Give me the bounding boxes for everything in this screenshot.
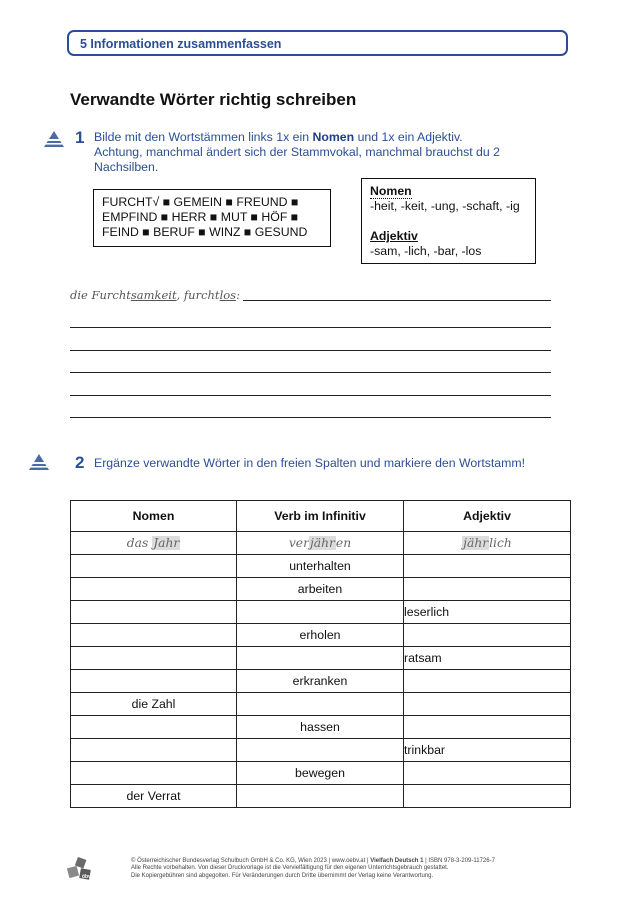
adjective-label: Adjektiv: [370, 229, 418, 243]
table-row: [71, 601, 571, 624]
task-1-instruction: Bilde mit den Wortstämmen links 1x ein Nomen und 1x ein Adjektiv. Achtung, manchmal ändert sich der Stammvokal, manchmal brauchst du 2 Nachsilben.: [94, 130, 500, 174]
word-stem-line: EMPFIND ■ HERR ■ MUT ■ HÖF ■: [102, 210, 299, 224]
table-row: [71, 578, 571, 601]
table-row: [71, 762, 571, 785]
empty-cell-noun[interactable]: [71, 670, 237, 693]
task-1-number: 1: [75, 128, 85, 147]
task-2-number: 2: [75, 453, 85, 472]
noun-suffixes: -heit, -keit, -ung, -schaft, -ig: [370, 199, 520, 213]
column-header-noun: Nomen: [71, 501, 237, 532]
svg-text:öbv: öbv: [82, 874, 91, 880]
writing-line[interactable]: [70, 417, 551, 418]
cell-adjective: leserlich: [404, 601, 571, 624]
footer-copyright: © Österreichischer Bundesverlag Schulbuch GmbH & Co. KG, Wien 2023 | www.oebv.at | Vielfach Deutsch 1 | ISBN 978-3-209-11726-7 Alle Rechte vorbehalten. Von dieser Druckvorlage ist die Vervielfältigung für den eigenen Unterrichtsgebrauch gestattet. Die Kopiergebühren sind abgegolten. Für Veränderungen durch Dritte übernimmt der Verlag keine Verantwortung.: [131, 858, 495, 879]
table-row: [71, 624, 571, 647]
empty-cell-adjective[interactable]: [404, 716, 571, 739]
word-stem-line: FURCHT√ ■ GEMEIN ■ FREUND ■: [102, 195, 299, 209]
word-stem-line: FEIND ■ BERUF ■ WINZ ■ GESUND: [102, 225, 308, 239]
empty-cell-verb[interactable]: [237, 601, 404, 624]
cell-verb: unterhalten: [237, 555, 404, 578]
empty-cell-adjective[interactable]: [404, 670, 571, 693]
noun-label: Nomen: [370, 184, 412, 198]
table-row: [71, 785, 571, 808]
writing-line[interactable]: [70, 395, 551, 396]
task-2-instruction: Ergänze verwandte Wörter in den freien Spalten und markiere den Wortstamm!: [94, 456, 526, 470]
table-row: [71, 716, 571, 739]
empty-cell-noun[interactable]: [71, 555, 237, 578]
table-header-row: [71, 501, 571, 532]
chapter-title: 5 Informationen zusammenfassen: [80, 37, 282, 51]
empty-cell-adjective[interactable]: [404, 693, 571, 716]
column-header-verb: Verb im Infinitiv: [237, 501, 404, 532]
cell-adjective: ratsam: [404, 647, 571, 670]
example-verb: verjähren: [237, 532, 404, 555]
table-row: [71, 693, 571, 716]
chapter-header: [67, 30, 568, 56]
empty-cell-verb[interactable]: [237, 693, 404, 716]
adjective-suffixes: -sam, -lich, -bar, -los: [370, 244, 482, 258]
writing-line[interactable]: [70, 372, 551, 373]
table-row: [71, 670, 571, 693]
empty-cell-adjective[interactable]: [404, 624, 571, 647]
empty-cell-noun[interactable]: [71, 578, 237, 601]
empty-cell-noun[interactable]: [71, 647, 237, 670]
writing-line[interactable]: [70, 327, 551, 328]
column-header-adjective: Adjektiv: [404, 501, 571, 532]
example-adjective: jährlich: [404, 532, 571, 555]
table-row: [71, 555, 571, 578]
writing-line[interactable]: [70, 350, 551, 351]
cell-verb: erholen: [237, 624, 404, 647]
word-stem-box: [93, 189, 331, 247]
cell-adjective: trinkbar: [404, 739, 571, 762]
oebv-logo-icon: [67, 857, 93, 883]
cell-verb: erkranken: [237, 670, 404, 693]
example-noun: das Jahr: [71, 532, 237, 555]
cell-verb: arbeiten: [237, 578, 404, 601]
empty-cell-adjective[interactable]: [404, 555, 571, 578]
cell-verb: bewegen: [237, 762, 404, 785]
empty-cell-noun[interactable]: [71, 716, 237, 739]
empty-cell-verb[interactable]: [237, 647, 404, 670]
empty-cell-adjective[interactable]: [404, 578, 571, 601]
example-answer: die Furchtsamkeit, furchtlos:: [70, 288, 240, 302]
word-family-table: [70, 500, 571, 808]
empty-cell-verb[interactable]: [237, 739, 404, 762]
empty-cell-noun[interactable]: [71, 762, 237, 785]
table-row: [71, 739, 571, 762]
cell-noun: die Zahl: [71, 693, 237, 716]
triangle-level-icon: [29, 454, 49, 470]
empty-cell-noun[interactable]: [71, 739, 237, 762]
page-title: Verwandte Wörter richtig schreiben: [70, 90, 357, 109]
cell-verb: hassen: [237, 716, 404, 739]
empty-cell-adjective[interactable]: [404, 785, 571, 808]
suffix-info-box: [361, 178, 536, 264]
example-row: [71, 532, 571, 555]
table-row: [71, 647, 571, 670]
empty-cell-adjective[interactable]: [404, 762, 571, 785]
cell-noun: der Verrat: [71, 785, 237, 808]
empty-cell-noun[interactable]: [71, 601, 237, 624]
empty-cell-verb[interactable]: [237, 785, 404, 808]
writing-line[interactable]: [243, 300, 551, 301]
empty-cell-noun[interactable]: [71, 624, 237, 647]
triangle-level-icon: [44, 131, 64, 147]
